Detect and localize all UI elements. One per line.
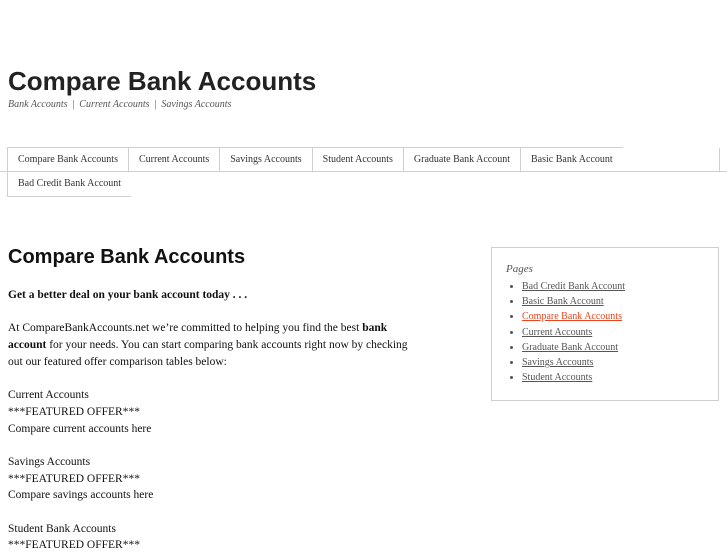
section-heading: Savings Accounts: [8, 455, 91, 468]
widget-title: Pages: [506, 263, 533, 275]
nav-item-savings-accounts[interactable]: Savings Accounts: [219, 148, 311, 172]
tagline-item: Savings Accounts: [161, 99, 232, 110]
featured-offer-label: ***FEATURED OFFER***: [8, 472, 140, 485]
page-link-savings-accounts[interactable]: Savings Accounts: [522, 357, 594, 369]
tagline-item: Bank Accounts: [8, 99, 68, 110]
nav-item-current-accounts[interactable]: Current Accounts: [128, 148, 219, 172]
featured-offer-label: ***FEATURED OFFER***: [8, 405, 140, 418]
nav-row: [7, 147, 623, 172]
nav-item-basic-bank-account[interactable]: Basic Bank Account: [520, 148, 623, 172]
pages-list: [506, 279, 625, 385]
nav-item-graduate-bank-account[interactable]: Graduate Bank Account: [403, 148, 520, 172]
list-item: [522, 279, 625, 294]
paragraph-text: for your needs. You can start comparing bank accounts right now by checking out our featured offer comparison tables below:: [8, 339, 408, 368]
page-link-student-accounts[interactable]: Student Accounts: [522, 372, 593, 384]
section-heading: Student Bank Accounts: [8, 522, 116, 535]
list-item: [522, 325, 625, 340]
sidebar-pages-widget: [491, 247, 719, 401]
tagline-separator: |: [72, 99, 75, 110]
intro-paragraph: [8, 320, 408, 370]
post-content: [8, 287, 408, 554]
compare-savings-accounts-link[interactable]: Compare savings accounts here: [8, 489, 154, 502]
page-link-basic-bank-account[interactable]: Basic Bank Account: [522, 296, 604, 308]
tagline-separator: |: [154, 99, 157, 110]
featured-offer-label: ***FEATURED OFFER***: [8, 539, 140, 552]
page-title: Compare Bank Accounts: [8, 246, 246, 268]
paragraph-bold-text: bank account: [8, 322, 388, 352]
list-item: [522, 340, 625, 355]
compare-current-accounts-link[interactable]: Compare current accounts here: [8, 422, 152, 435]
section-heading: Current Accounts: [8, 389, 89, 402]
site-tagline: [8, 99, 231, 110]
list-item: [522, 294, 625, 309]
page-link-graduate-bank-account[interactable]: Graduate Bank Account: [522, 341, 619, 353]
page-link-compare-bank-accounts[interactable]: Compare Bank Accounts: [522, 311, 622, 323]
list-item: [522, 370, 625, 385]
list-item: [522, 309, 625, 324]
nav-item-student-accounts[interactable]: Student Accounts: [312, 148, 403, 172]
nav-row: [7, 172, 131, 197]
page-link-bad-credit-bank-account[interactable]: Bad Credit Bank Account: [522, 281, 626, 292]
page-link-current-accounts[interactable]: Current Accounts: [522, 326, 593, 338]
intro-text: Get a better deal on your bank account today . . .: [8, 289, 248, 301]
site-title[interactable]: Compare Bank Accounts: [8, 66, 317, 96]
nav-item-compare-bank-accounts[interactable]: Compare Bank Accounts: [7, 148, 128, 172]
main-navigation: [7, 147, 633, 197]
nav-item-bad-credit-bank-account[interactable]: Bad Credit Bank Account: [7, 172, 131, 196]
tagline-item: Current Accounts: [79, 99, 150, 110]
nav-edge: [719, 148, 727, 171]
list-item: [522, 355, 625, 370]
paragraph-text: At CompareBankAccounts.net we’re committed to helping you find the best: [8, 322, 363, 335]
